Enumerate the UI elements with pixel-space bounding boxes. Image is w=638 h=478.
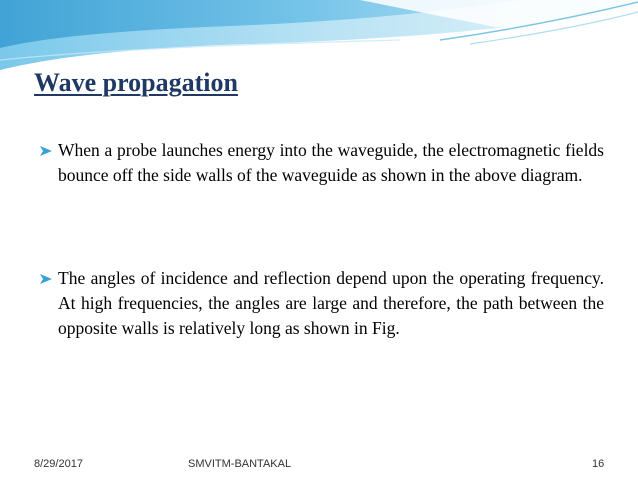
bullet-text: The angles of incidence and reflection depend upon the operating frequency. At high frequencies, the angles are large and therefore, the path between the opposite walls is relatively long as shown in Fig. (58, 268, 604, 338)
footer-date: 8/29/2017 (34, 458, 83, 470)
bullet-item (38, 138, 604, 188)
bullet-text: When a probe launches energy into the waveguide, the electromagnetic fields bounce off the side walls of the waveguide as shown in the above diagram. (58, 140, 604, 185)
footer-page-number: 16 (592, 458, 605, 470)
bullet-item (38, 266, 604, 341)
arrow-bullet-icon (38, 138, 54, 163)
slide-title: Wave propagation (34, 68, 238, 97)
footer-organization: SMVITM-BANTAKAL (188, 458, 292, 470)
arrow-bullet-icon (38, 266, 54, 291)
